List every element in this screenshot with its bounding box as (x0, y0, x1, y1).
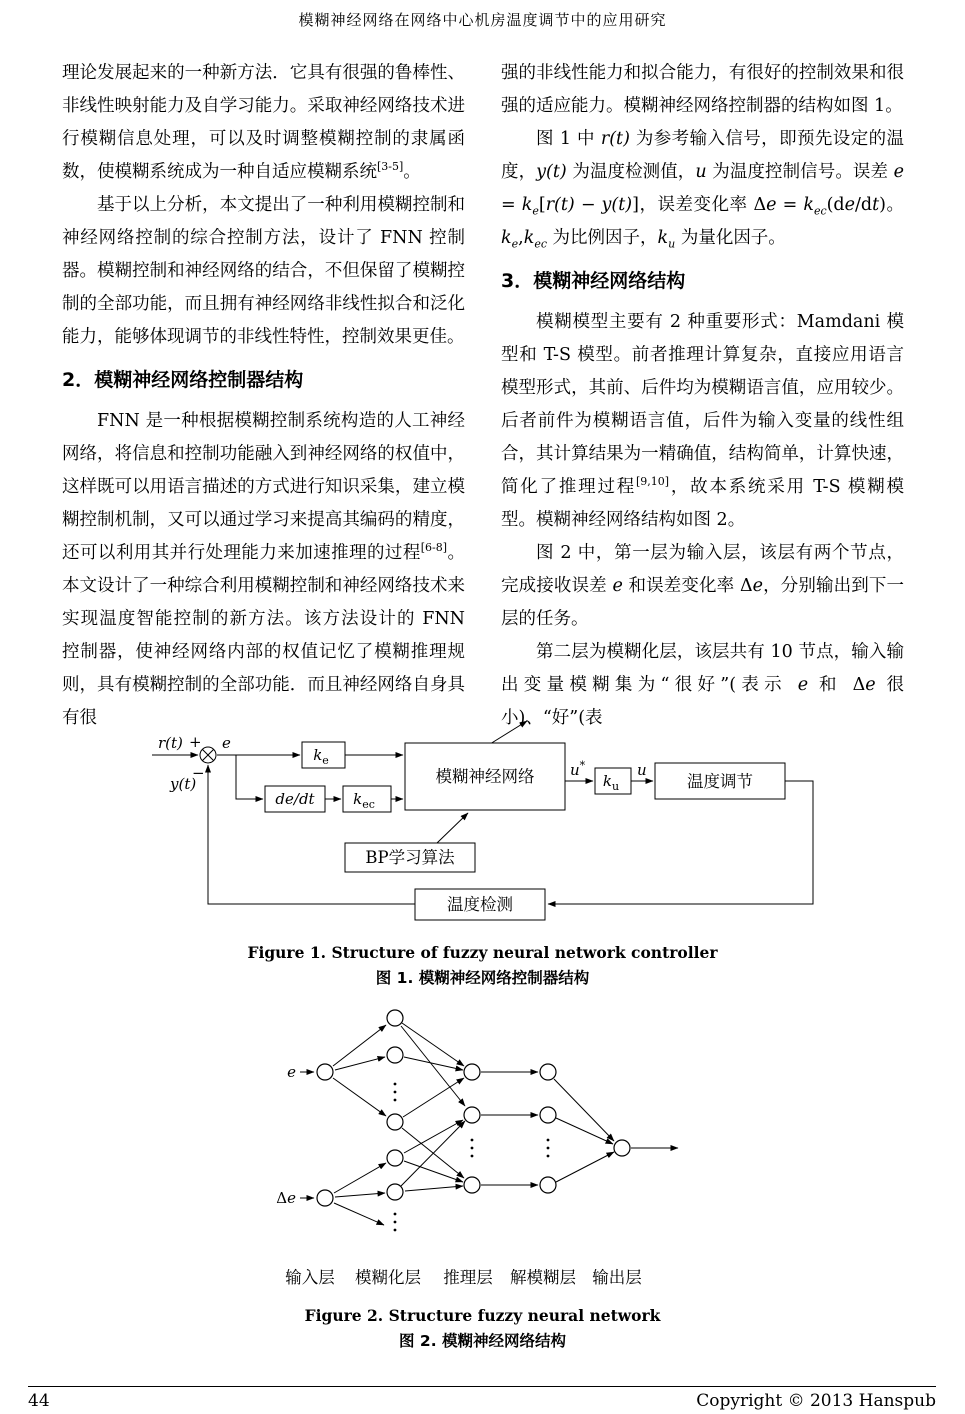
defuzzification-layer-nodes (540, 1064, 556, 1193)
figure1-caption-en: Figure 1. Structure of fuzzy neural network controller (247, 943, 718, 962)
ku-label: k (602, 772, 612, 790)
paragraph: 图 1 中 r(t) 为参考输入信号，即预先设定的温度，y(t) 为温度检测值，u 为温度控制信号。误差 $e = k_e[r(t) - y(t)]$，误差变化率 $\Delta e = k_{ec}(de/dt)$。$k_e,k_{ec}$ 为比例因子，$k_u$ 为量化因子。 (501, 129, 905, 251)
paragraph: 模糊模型主要有 2 种重要形式：Mamdani 模型和 T-S 模型。前者推理计算复杂，直接应用语言模型形式，其前、后件均为模糊语言值，应用较少。后者前件为模糊语言值，后件为输入变量的线性组合，其计算结果为一精确值，结构简单，计算快速，简化了推理过程[9,10]，故本系统采用 T-S 模糊模型。模糊神经网络结构如图 2。 (501, 312, 904, 530)
layer-labels (285, 1268, 642, 1287)
temp-detect-label: 温度检测 (447, 895, 513, 914)
scaling-factor-ke-box (302, 742, 345, 768)
ke-subscript: e (322, 754, 329, 767)
footer (28, 1391, 936, 1411)
svg-text:Δe (276, 1189, 296, 1207)
input-layer-nodes (317, 1064, 333, 1206)
control-signal-label: u (637, 761, 647, 779)
plus-sign: + (189, 733, 202, 751)
figure2-caption-zh: 图 2. 模糊神经网络结构 (399, 1332, 566, 1350)
teacher-signal-arrow (490, 721, 527, 744)
kec-label: k (353, 790, 363, 808)
bp-label: BP学习算法 (365, 848, 455, 867)
input-delta-label: Δ (276, 1189, 288, 1207)
paragraph: 图 2 中，第一层为输入层，该层有两个节点，完成接收误差 e 和误差变化率 Δe，分别输出到下一层的任务。 (501, 543, 905, 629)
fuzzification-layer-label: 模糊化层 (355, 1268, 421, 1287)
dedt-label: de/dt (275, 790, 315, 808)
running-head-title: 模糊神经网络在网络中心机房温度调节中的应用研究 (298, 11, 667, 29)
paragraph: 理论发展起来的一种新方法．它具有很强的鲁棒性、非线性映射能力及自学习能力。采取神经网络技术进行模糊信息处理，可以及时调整模糊控制的隶属函数，使模糊系统成为一种自适应模糊系统[3-5]。 (62, 63, 465, 182)
left-column (62, 57, 465, 735)
summing-junction (200, 747, 216, 763)
temperature-adjust-box (655, 763, 785, 799)
page-number: 44 (28, 1391, 50, 1411)
minus-sign: − (192, 764, 205, 782)
copyright-text: Copyright © 2013 Hanspub (696, 1391, 936, 1411)
fuzzification-layer-nodes (387, 1010, 403, 1200)
paragraph: FNN 是一种根据模糊控制系统构造的人工神经网络，将信息和控制功能融入到神经网络的权值中，这样既可以用语言描述的方式进行知识采集，建立模糊控制机制，又可以通过学习来提高其编码的精度，还可以利用其并行处理能力来加速推理的过程[6-8]。本文设计了一种综合利用模糊控制和神经网络技术来实现温度智能控制的新方法。该方法设计的 FNN 控制器，使神经网络内部的权值记忆了模糊推理规则，具有模糊控制的全部功能．而且神经网络自身具有很 (62, 411, 466, 728)
temperature-detect-box (415, 889, 545, 920)
output-layer-node (614, 1140, 630, 1156)
input-e-label: e (287, 1063, 296, 1081)
figure1-caption-zh: 图 1. 模糊神经网络控制器结构 (375, 969, 590, 987)
u-star-label: u (570, 761, 580, 779)
defuzzification-layer-label: 解模糊层 (510, 1268, 576, 1287)
ku-subscript: u (612, 780, 620, 793)
paragraph: 基于以上分析，本文提出了一种利用模糊控制和神经网络控制的综合控制方法，设计了 FNN 控制器。模糊控制和神经网络的结合，不但保留了模糊控制的全部功能，而且拥有神经网络非线性拟合和泛化能力，能够体现调节的非线性特性，控制效果更佳。 (62, 195, 465, 347)
feedback-signal-label: y(t) (170, 775, 197, 793)
paragraph: 第二层为模糊化层，该层共有 10 节点，输入输出变量模糊集为“很好”(表示 e 和 Δe 很小)、“好”(表 (501, 642, 904, 728)
input-delta-e-label: e (287, 1189, 296, 1207)
u-star-superscript: * (579, 759, 586, 772)
quantization-ku-box (595, 768, 631, 794)
fnn-box-label: 模糊神经网络 (435, 767, 535, 786)
temp-adjust-label: 温度调节 (687, 772, 753, 791)
derivative-box (265, 786, 325, 812)
ellipsis-dots (394, 1083, 550, 1232)
svg-text:u* (570, 759, 586, 779)
network-connections (300, 1023, 678, 1225)
fuzzy-neural-network-box (405, 743, 565, 810)
output-layer-label: 输出层 (592, 1268, 642, 1287)
kec-subscript: ec (362, 798, 375, 811)
input-layer-label: 输入层 (285, 1268, 335, 1287)
figure2-network-diagram (0, 1000, 965, 1295)
inference-layer-label: 推理层 (443, 1268, 493, 1287)
ke-label: k (313, 746, 323, 764)
section-heading-3: 3．模糊神经网络结构 (501, 270, 686, 292)
section-heading-2: 2．模糊神经网络控制器结构 (62, 369, 304, 391)
bp-to-fnn-arrow (437, 813, 468, 843)
error-signal-label: e (222, 734, 231, 752)
paragraph: 强的非线性能力和拟合能力，有很好的控制效果和很强的适应能力。模糊神经网络控制器的结构如图 1。 (501, 63, 904, 116)
right-column (501, 57, 904, 735)
figure1-controller-block-diagram (0, 718, 965, 936)
figure2-caption-en: Figure 2. Structure fuzzy neural network (304, 1306, 661, 1325)
bp-learning-box (345, 843, 475, 872)
scaling-factor-kec-box (343, 786, 391, 812)
reference-input-label: r(t) (158, 734, 183, 752)
inference-layer-nodes (464, 1064, 480, 1193)
footer-rule (28, 1386, 936, 1387)
